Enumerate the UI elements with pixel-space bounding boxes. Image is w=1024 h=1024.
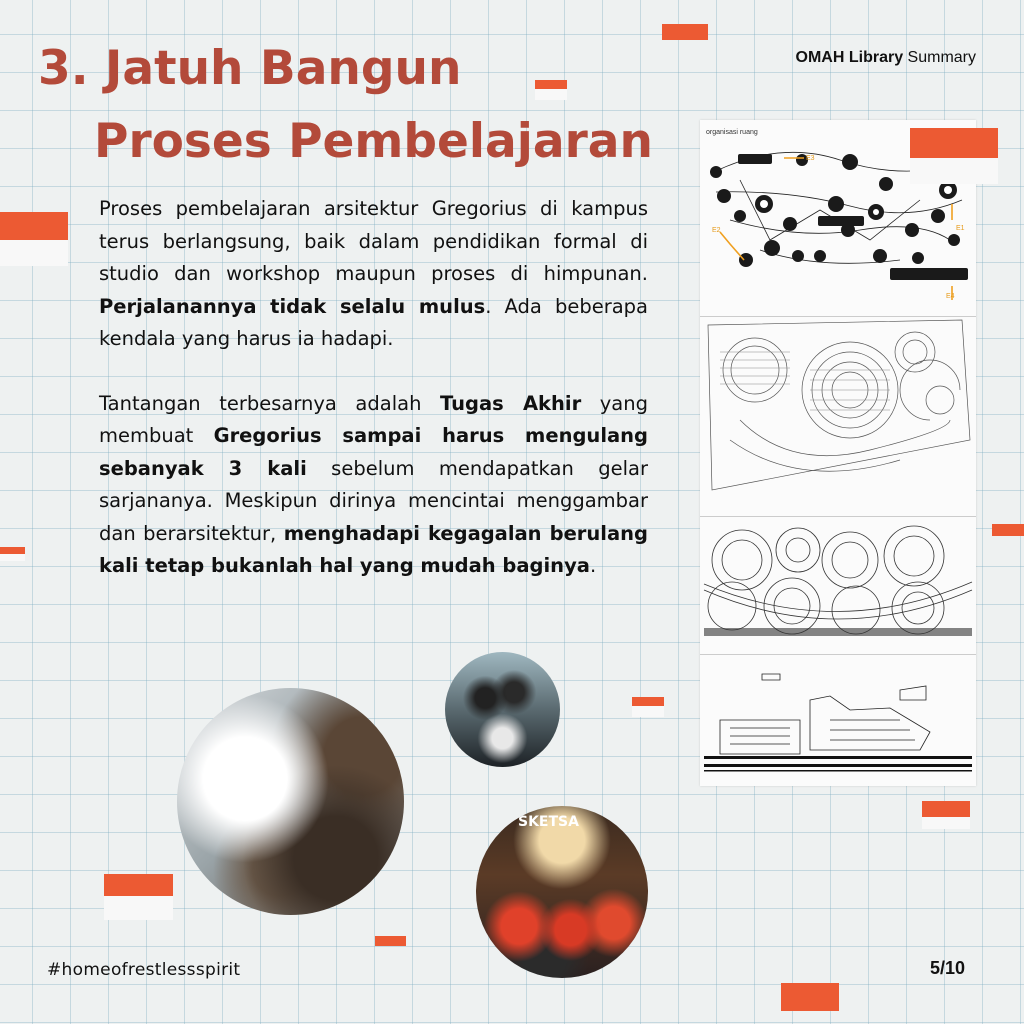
tape-decoration <box>992 524 1024 536</box>
tape-decoration <box>0 547 25 561</box>
tape-decoration <box>781 983 839 1011</box>
page-number: 5/10 <box>930 958 966 978</box>
tape-decoration <box>662 24 708 40</box>
tape-decoration <box>375 936 406 946</box>
text-run-bold: Gregorius sampai harus mengulang sebanyak 3 kali <box>99 424 648 480</box>
hashtag-footer: #homeofrestlessspirit <box>47 960 241 980</box>
page-title-line1: 3. Jatuh Bangun <box>38 41 462 96</box>
entrance-label: E3 <box>806 155 815 162</box>
tape-decoration <box>632 697 664 717</box>
brand-label <box>796 49 976 67</box>
entrance-label: E2 <box>712 227 721 234</box>
paragraph-1 <box>99 193 648 356</box>
tape-decoration <box>922 801 970 829</box>
text-run: sebelum mendapatkan gelar sarjananya. Meskipun dirinya mencintai menggambar dan berarsitektur, <box>99 456 648 545</box>
text-run: yang membuat <box>99 391 648 447</box>
text-run: . <box>589 554 597 577</box>
page-title-line2: Proses Pembelajaran <box>94 114 653 169</box>
text-run-bold: menghadapi kegagalan berulang kali tetap bukanlah hal yang mudah baginya <box>99 521 648 577</box>
photo-circle-workshop <box>177 688 404 915</box>
photo-circle-sketsa-group <box>476 806 648 978</box>
paragraph-2 <box>99 388 648 583</box>
text-run: . Ada beberapa kendala yang harus ia hadapi. <box>99 294 648 350</box>
architectural-drawings <box>700 120 976 786</box>
text-run-bold: Tugas Akhir <box>440 391 582 415</box>
brand-name: OMAH Library <box>795 49 904 66</box>
tape-decoration <box>0 212 68 266</box>
entrance-label: E1 <box>956 225 965 232</box>
tape-decoration <box>910 128 998 184</box>
photo-circle-group-model <box>445 652 560 767</box>
entrance-label: E4 <box>946 293 955 300</box>
brand-suffix: Summary <box>907 49 976 66</box>
drawings-svg <box>700 120 976 786</box>
diagram-label: organisasi ruang <box>706 129 758 136</box>
text-run: Proses pembelajaran arsitektur Gregorius di kampus terus berlangsung, baik dalam pendidikan formal di studio dan workshop maupun proses di himpunan. <box>99 197 648 285</box>
text-run: Tantangan terbesarnya adalah <box>99 391 441 415</box>
tape-decoration <box>104 874 173 920</box>
tape-decoration <box>535 80 567 100</box>
body-text <box>99 193 648 583</box>
sketsa-sign: SKETSA <box>518 814 579 830</box>
text-run-bold: Perjalanannya tidak selalu mulus <box>99 294 486 318</box>
